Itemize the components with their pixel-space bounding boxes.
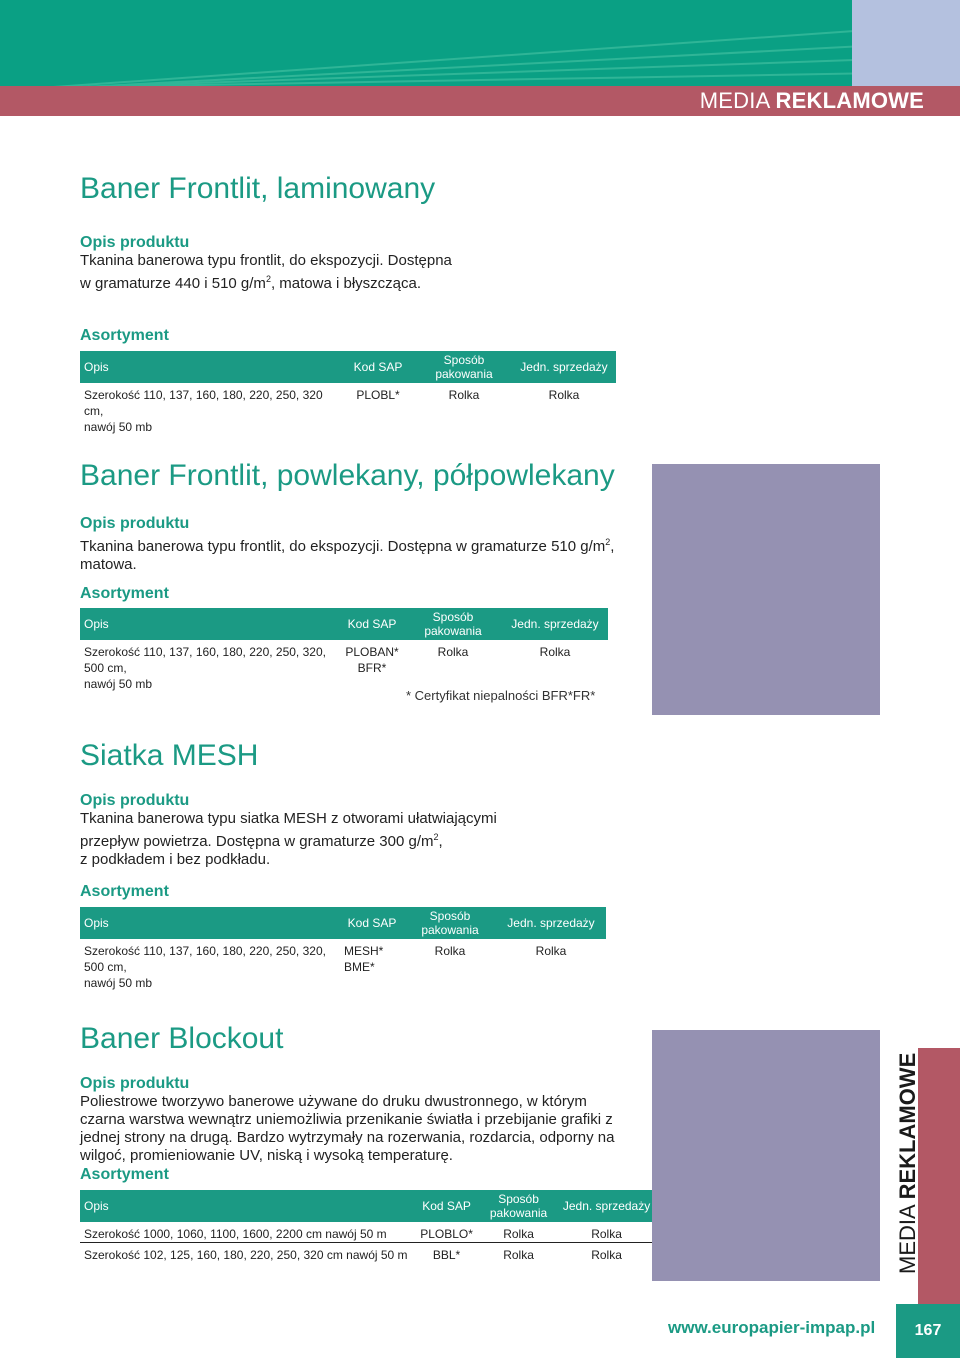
side-tab-part2: REKLAMOWE bbox=[895, 1052, 920, 1200]
asortyment-label: Asortyment bbox=[80, 883, 169, 900]
cell-opis: Szerokość 102, 125, 160, 180, 220, 250, 320 cm nawój 50 m bbox=[84, 1248, 408, 1262]
section-title: Siatka MESH bbox=[80, 739, 259, 772]
cell-kod: PLOBL* bbox=[356, 388, 400, 402]
col-jedn: Jedn. sprzedaży bbox=[496, 907, 606, 939]
certificate-note: * Certyfikat niepalności BFR*FR* bbox=[406, 688, 596, 703]
col-opis: Opis bbox=[80, 351, 340, 383]
desc-line: Tkanina banerowa typu frontlit, do ekspozycji. Dostępna bbox=[80, 252, 452, 269]
cell-text: Szerokość 110, 137, 160, 180, 220, 250, 320 cm, bbox=[84, 388, 323, 418]
cell-text: Szerokość 110, 137, 160, 180, 220, 250, 320, 500 cm, bbox=[84, 645, 326, 675]
header-corner-block bbox=[852, 0, 960, 88]
side-tab-label bbox=[893, 1048, 923, 1274]
desc-line: wilgoć, promieniowanie UV, niską i wysoką temperaturę. bbox=[80, 1147, 453, 1164]
assortment-table bbox=[80, 907, 606, 991]
asortyment-label: Asortyment bbox=[80, 585, 169, 602]
cell-kod: BBL* bbox=[432, 1248, 461, 1262]
col-jedn: Jedn. sprzedaży bbox=[512, 351, 616, 383]
cell-kod: PLOBLO* bbox=[412, 1222, 482, 1243]
table-header-row bbox=[80, 907, 606, 939]
cell-jedn: Rolka bbox=[548, 388, 580, 402]
cell-opis bbox=[80, 640, 340, 692]
col-kod-sap: Kod SAP bbox=[340, 907, 404, 939]
col-jedn: Jedn. sprzedaży bbox=[502, 608, 608, 640]
product-image-placeholder bbox=[652, 464, 880, 715]
section-title: Baner Frontlit, laminowany bbox=[80, 172, 436, 205]
header-band bbox=[0, 0, 960, 88]
asortyment-label: Asortyment bbox=[80, 327, 169, 344]
desc-line: czarna warstwa wewnątrz uniemożliwia przenikanie światła i przebijanie grafiki z bbox=[80, 1111, 613, 1128]
assortment-table bbox=[80, 1190, 658, 1263]
table-row bbox=[80, 939, 606, 991]
desc-line: , bbox=[610, 538, 615, 555]
cell-sposob: Rolka bbox=[482, 1222, 556, 1243]
side-tab-part1: MEDIA bbox=[895, 1205, 920, 1274]
header-title-part1: MEDIA bbox=[699, 88, 770, 113]
section-title: Baner Blockout bbox=[80, 1022, 284, 1055]
cell-text: BFR* bbox=[357, 661, 387, 675]
table-row bbox=[80, 640, 608, 692]
col-kod-sap: Kod SAP bbox=[412, 1190, 482, 1222]
side-tab-accent bbox=[918, 1048, 960, 1304]
section-title: Baner Frontlit, powlekany, półpowlekany bbox=[80, 459, 615, 492]
cell-opis bbox=[80, 383, 340, 435]
desc-line: , matowa i błyszcząca. bbox=[270, 275, 422, 292]
cell-sposob: Rolka bbox=[437, 645, 469, 659]
desc-line: jednej strony na drugą. Bardzo wytrzymały na rozerwania, rozdarcia, odporny na bbox=[80, 1129, 615, 1146]
cell-opis: Szerokość 1000, 1060, 1100, 1600, 2200 cm nawój 50 m bbox=[80, 1222, 412, 1243]
product-description bbox=[80, 1093, 614, 1165]
col-jedn: Jedn. sprzedaży bbox=[556, 1190, 658, 1222]
desc-line: Tkanina banerowa typu frontlit, do ekspozycji. Dostępna w gramaturze 510 g/m bbox=[80, 538, 606, 555]
desc-line: przepływ powietrza. Dostępna w gramaturze 300 g/m bbox=[80, 833, 434, 850]
desc-line: z podkładem i bez podkładu. bbox=[80, 851, 271, 868]
cell-kod bbox=[340, 640, 404, 692]
cell-opis bbox=[80, 939, 340, 991]
header-title bbox=[700, 88, 924, 114]
table-header-row bbox=[80, 608, 608, 640]
table-row bbox=[80, 1222, 658, 1243]
col-opis: Opis bbox=[80, 1190, 412, 1222]
cell-text: MESH* bbox=[344, 944, 384, 958]
assortment-table bbox=[80, 608, 608, 692]
cell-kod bbox=[340, 939, 404, 991]
cell-jedn: Rolka bbox=[556, 1222, 658, 1243]
cell-sposob: Rolka bbox=[434, 944, 466, 958]
opis-produktu-label: Opis produktu bbox=[80, 515, 190, 532]
col-sposob: Sposób pakowania bbox=[416, 351, 512, 383]
col-kod-sap: Kod SAP bbox=[340, 351, 416, 383]
col-sposob: Sposób pakowania bbox=[404, 907, 496, 939]
cell-text: nawój 50 mb bbox=[84, 420, 153, 434]
assortment-table bbox=[80, 351, 616, 435]
col-sposob: Sposób pakowania bbox=[404, 608, 502, 640]
col-opis: Opis bbox=[80, 608, 340, 640]
col-sposob: Sposób pakowania bbox=[482, 1190, 556, 1222]
cell-sposob: Rolka bbox=[448, 388, 480, 402]
cell-jedn: Rolka bbox=[535, 944, 567, 958]
col-opis: Opis bbox=[80, 907, 340, 939]
page-number: 167 bbox=[896, 1304, 960, 1358]
table-header-row bbox=[80, 351, 616, 383]
cell-jedn: Rolka bbox=[539, 645, 571, 659]
opis-produktu-label: Opis produktu bbox=[80, 1075, 190, 1092]
header-title-part2: REKLAMOWE bbox=[775, 88, 924, 113]
opis-produktu-label: Opis produktu bbox=[80, 234, 190, 251]
col-kod-sap: Kod SAP bbox=[340, 608, 404, 640]
cell-text: nawój 50 mb bbox=[84, 677, 153, 691]
product-image-placeholder bbox=[652, 1030, 880, 1281]
cell-text: BME* bbox=[344, 960, 375, 974]
cell-text: Szerokość 110, 137, 160, 180, 220, 250, 320, 500 cm, bbox=[84, 944, 326, 974]
desc-line: , bbox=[438, 833, 443, 850]
product-description: Tkanina banerowa typu frontlit, do ekspozycji. Dostępna w gramaturze 440 i 510 $g/m^2$, matowa i błyszcząca. bbox=[80, 252, 452, 292]
product-description: Tkanina banerowa typu siatka MESH z otworami ułatwiającymi przepływ powietrza. Dostępna w gramaturze 300 $g/m^2$, z podkładem i bez podkładu. bbox=[80, 810, 497, 868]
cell-text: nawój 50 mb bbox=[84, 976, 153, 990]
cell-text: PLOBAN* bbox=[345, 645, 399, 659]
cell-jedn: Rolka bbox=[591, 1248, 622, 1262]
asortyment-label: Asortyment bbox=[80, 1166, 169, 1183]
product-description: Tkanina banerowa typu frontlit, do ekspozycji. Dostępna w gramaturze 510 $g/m^2$, matowa. bbox=[80, 537, 615, 573]
desc-line: Tkanina banerowa typu siatka MESH z otworami ułatwiającymi bbox=[80, 810, 497, 827]
desc-line: Poliestrowe tworzywo banerowe używane do druku dwustronnego, w którym bbox=[80, 1093, 587, 1110]
table-row bbox=[80, 383, 616, 435]
table-header-row bbox=[80, 1190, 658, 1222]
desc-line: matowa. bbox=[80, 556, 137, 573]
cell-sposob: Rolka bbox=[503, 1248, 534, 1262]
desc-line: w gramaturze 440 i 510 g/m bbox=[80, 275, 266, 292]
table-row bbox=[80, 1243, 658, 1264]
opis-produktu-label: Opis produktu bbox=[80, 792, 190, 809]
footer-url[interactable]: www.europapier-impap.pl bbox=[668, 1318, 876, 1337]
